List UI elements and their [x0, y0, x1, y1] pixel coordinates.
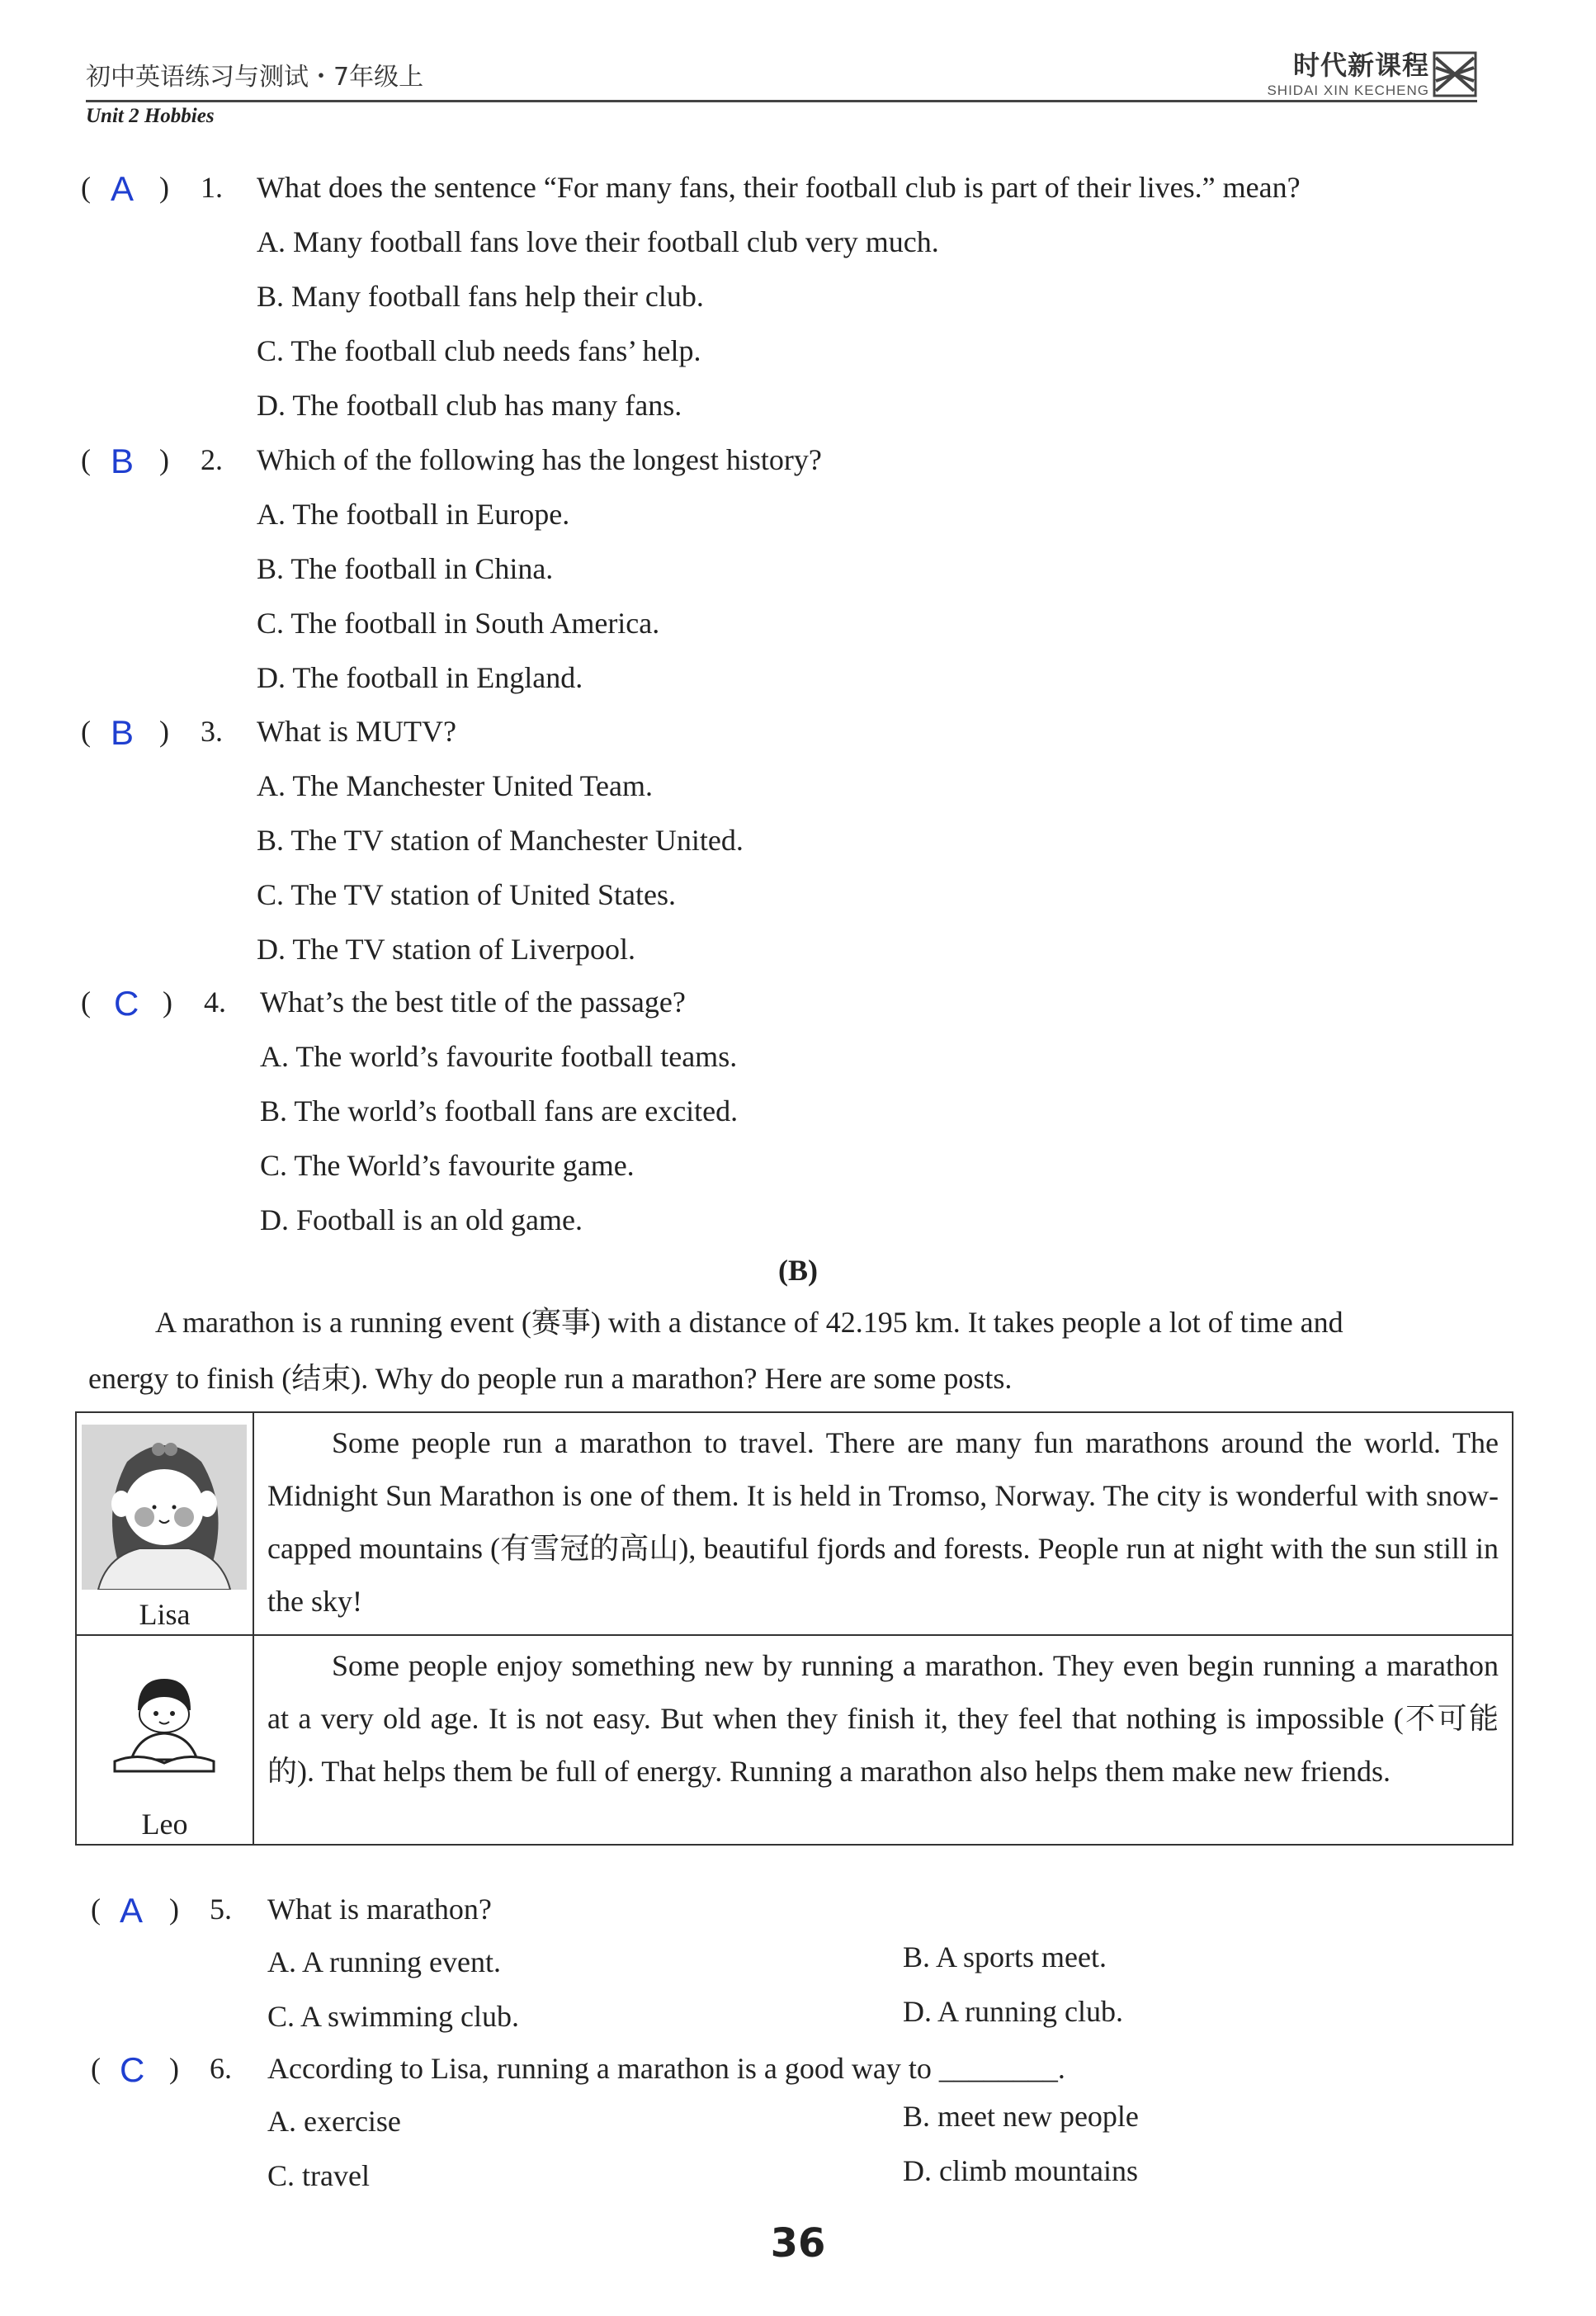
question-text: According to Lisa, running a marathon is a good way to ________.	[267, 2052, 1065, 2085]
answer-option: B. meet new people	[903, 2100, 1139, 2133]
answer-option: B. The TV station of Manchester United.	[257, 824, 744, 857]
answer-paren-close: )	[163, 985, 172, 1019]
answer-letter: A	[111, 169, 135, 208]
answer-paren-open: (	[91, 2052, 101, 2085]
answer-option: A. A running event.	[267, 1945, 501, 1978]
answer-option: D. climb mountains	[903, 2154, 1138, 2187]
answer-option: D. The football club has many fans.	[257, 389, 682, 422]
question-number: 6.	[210, 2052, 232, 2085]
posts-table	[75, 1411, 1513, 1846]
answer-option: C. The football in South America.	[257, 607, 660, 640]
intro-line-1: A marathon is a running event (赛事) with a distance of 42.195 km. It takes people a lot of time and	[155, 1306, 1343, 1339]
publisher-logo	[1230, 50, 1477, 99]
question-text: What’s the best title of the passage?	[260, 985, 686, 1019]
answer-letter: A	[120, 1891, 144, 1930]
section-b-heading: (B)	[778, 1254, 818, 1287]
question-number: 4.	[204, 985, 226, 1019]
answer-option: C. A swimming club.	[267, 2000, 520, 2033]
answer-paren-close: )	[169, 2052, 179, 2085]
question-number: 1.	[201, 171, 223, 204]
leo-name: Leo	[141, 1808, 188, 1841]
lisa-post-text: Some people run a marathon to travel. There are many fun marathons around the world. The Midnight Sun Marathon is one of them. It is held in Tromso, Norway. The city is wonderful with snow-capped mountains (有雪冠的高山), beautiful fjords and forests. People run at night with the sun still in the sky!	[267, 1426, 1499, 1618]
answer-paren-open: (	[81, 985, 91, 1019]
answer-option: D. The TV station of Liverpool.	[257, 933, 635, 966]
answer-letter: B	[111, 442, 135, 480]
answer-option: B. The world’s football fans are excited.	[260, 1094, 739, 1127]
unit-title: Unit 2 Hobbies	[86, 105, 215, 127]
logo-cn: 时代新课程	[1292, 50, 1429, 81]
answer-option: A. Many football fans love their football club very much.	[257, 225, 939, 258]
answer-option: A. The world’s favourite football teams.	[260, 1040, 738, 1073]
header-rule	[86, 100, 1477, 102]
lisa-name: Lisa	[139, 1598, 191, 1631]
logo-en: SHIDAI XIN KECHENG	[1267, 83, 1429, 98]
question-number: 2.	[201, 443, 223, 476]
answer-paren-open: (	[91, 1893, 101, 1926]
answer-option: B. The football in China.	[257, 552, 554, 585]
answer-option: C. The World’s favourite game.	[260, 1149, 635, 1182]
answer-option: D. The football in England.	[257, 661, 583, 694]
leo-avatar	[77, 1636, 254, 1844]
question-number: 5.	[210, 1893, 232, 1926]
answer-letter: B	[111, 713, 135, 752]
question-number: 3.	[201, 715, 223, 748]
answer-option: C. The TV station of United States.	[257, 878, 676, 911]
boy-reading-icon	[106, 1669, 222, 1784]
answer-letter: C	[114, 984, 139, 1023]
book-title: 初中英语练习与测试・7年级上	[86, 63, 424, 92]
answer-paren-open: (	[81, 715, 91, 748]
answer-paren-close: )	[159, 715, 169, 748]
lisa-avatar	[77, 1413, 254, 1634]
post-lisa	[77, 1413, 1512, 1636]
logo-mark-icon	[1433, 51, 1477, 97]
answer-option: C. travel	[267, 2159, 370, 2192]
intro-line-2: energy to finish (结束). Why do people run a marathon? Here are some posts.	[88, 1362, 1013, 1395]
answer-option: C. The football club needs fans’ help.	[257, 334, 701, 367]
post-leo	[77, 1636, 1512, 1844]
question-text: What is MUTV?	[257, 715, 456, 748]
answer-option: B. Many football fans help their club.	[257, 280, 704, 313]
answer-letter: C	[120, 2050, 145, 2089]
leo-post-text: Some people enjoy something new by running a marathon. They even begin running a marathon at a very old age. It is not easy. But when they finish it, they feel that nothing is impossible (不可能的). That helps them be full of energy. Running a marathon also helps them make new friends.	[267, 1649, 1499, 1788]
answer-paren-close: )	[159, 171, 169, 204]
question-text: What is marathon?	[267, 1893, 492, 1926]
girl-portrait-icon	[82, 1425, 247, 1590]
answer-paren-close: )	[159, 443, 169, 476]
answer-paren-open: (	[81, 443, 91, 476]
answer-option: D. Football is an old game.	[260, 1203, 583, 1236]
answer-option: A. exercise	[267, 2105, 401, 2138]
answer-option: B. A sports meet.	[903, 1940, 1107, 1973]
page-number: 36	[770, 2220, 826, 2266]
answer-paren-close: )	[169, 1893, 179, 1926]
answer-option: D. A running club.	[903, 1995, 1123, 2028]
answer-option: A. The football in Europe.	[257, 498, 570, 531]
question-text: What does the sentence “For many fans, their football club is part of their lives.” mean?	[257, 171, 1301, 204]
answer-paren-open: (	[81, 171, 91, 204]
question-text: Which of the following has the longest history?	[257, 443, 822, 476]
answer-option: A. The Manchester United Team.	[257, 769, 654, 802]
